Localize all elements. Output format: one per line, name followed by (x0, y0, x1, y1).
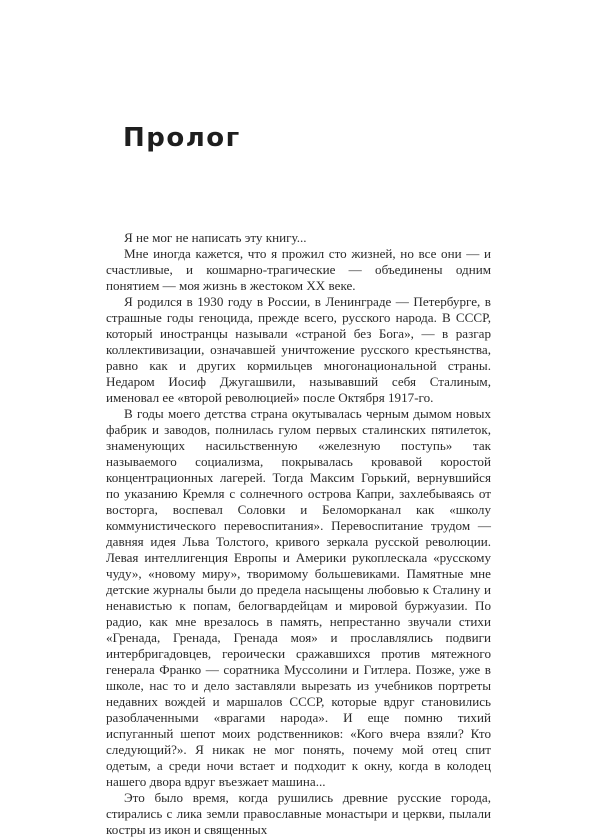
paragraph: Мне иногда кажется, что я прожил сто жизней, но все они — и счастливые, и кошмарно-трагические — объединены одним понятием — моя жизнь в жестоком XX веке. (106, 246, 491, 293)
paragraph: Это было время, когда рушились древние русские города, стирались с лика земли православные монастыри и церкви, пылали костры из икон и священных (106, 790, 491, 837)
paragraph: В годы моего детства страна окутывалась черным дымом новых фабрик и заводов, полнилась гулом первых сталинских пятилеток, знаменующих насильственную «железную поступь» так называемого социализма, покрывалась кровавой коростой концентрационных лагерей. Тогда Максим Горький, вернувшийся по указанию Кремля с солнечного острова Капри, захлебываясь от восторга, воспевал Соловки и Беломорканал как «школу коммунистического перевоспитания». Перевоспитание трудом — давняя идея Льва Толстого, кривого зеркала русской революции. Левая интеллигенция Европы и Америки рукоплескала «русскому чуду», «новому миру», творимому большевиками. Памятные мне детские журналы были до предела насыщены любовью к Сталину и ненавистью к попам, белогвардейцам и мировой буржуазии. По радио, как мне врезалось в память, непрестанно звучали стихи «Гренада, Гренада, Гренада моя» и прославлялись подвиги интербригадовцев, героически сражавшихся против мятежного генерала Франко — соратника Муссолини и Гитлера. Позже, уже в школе, нас то и дело заставляли вырезать из учебников портреты недавних вождей и маршалов СССР, которые вдруг становились разоблаченными «врагами народа». И еще помню тихий испуганный шепот моих родственников: «Кого вчера взяли? Кто следующий?». Я никак не мог понять, почему мой отец спит одетым, а среди ночи встает и подходит к окну, когда в колодец нашего двора вдруг въезжает машина... (106, 406, 491, 789)
body-text (106, 230, 491, 838)
chapter-title: Пролог (123, 123, 241, 153)
paragraph: Я не мог не написать эту книгу... (124, 230, 307, 245)
paragraph: Я родился в 1930 году в России, в Ленинграде — Петербурге, в страшные годы геноцида, прежде всего, русского народа. В СССР, который иностранцы называли «страной без Бога», — в разгар коллективизации, означавшей уничтожение русского крестьянства, равно как и других кормильцев многонациональной страны. Недаром Иосиф Джугашвили, называвший себя Сталиным, именовал ее «второй революцией» после Октября 1917-го. (106, 294, 491, 405)
